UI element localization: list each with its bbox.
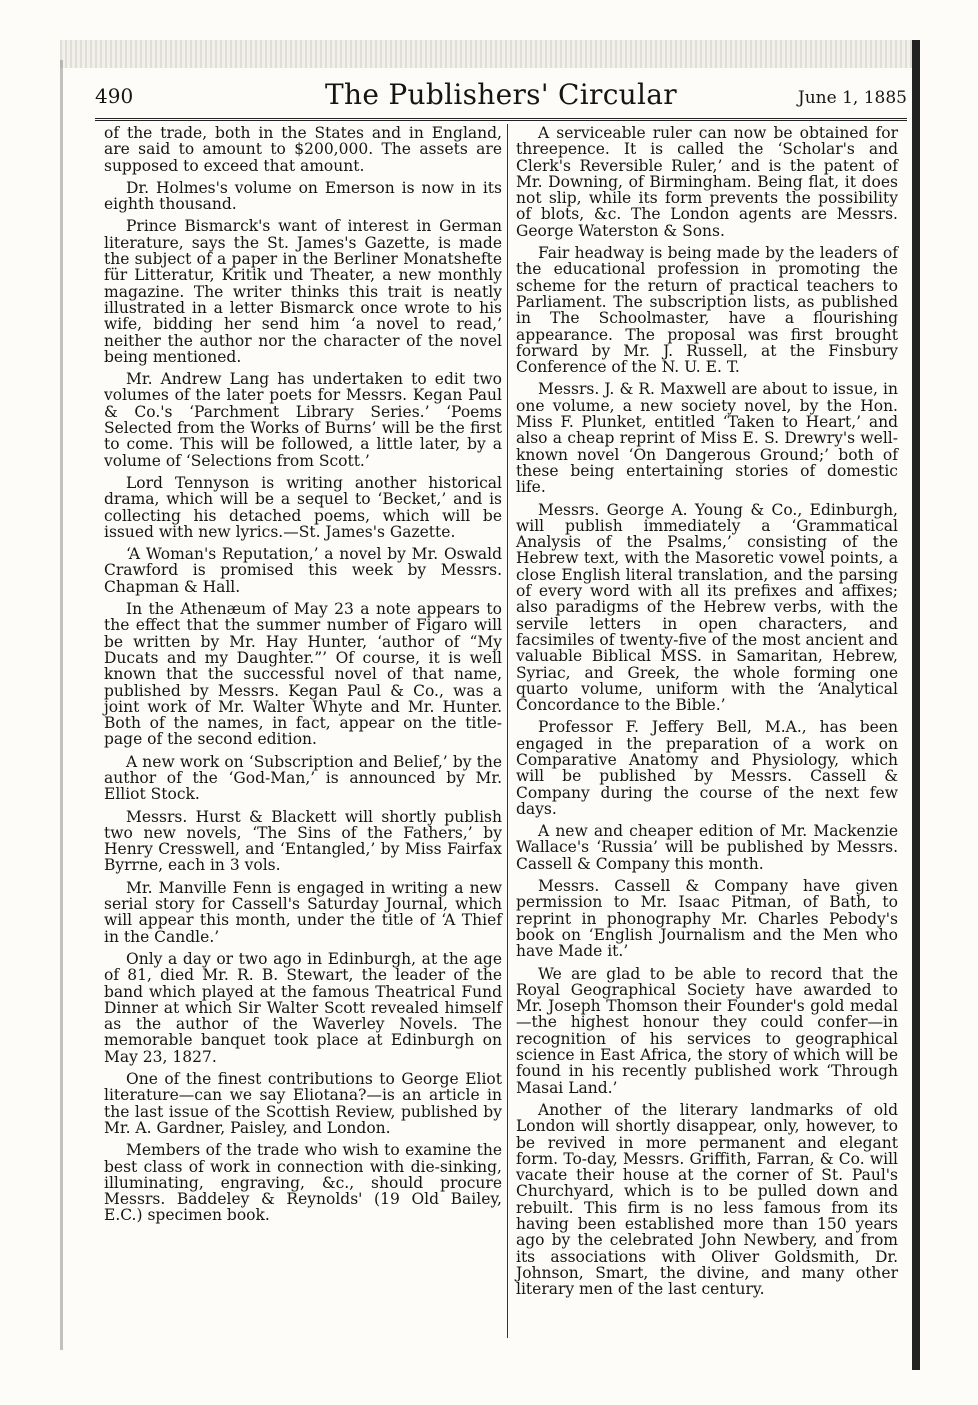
paragraph: We are glad to be able to record that the Royal Geographical Society have awarded to Mr. Joseph Thomson their Founder's gold medal—the highest honour they could confer—in recognition of his services to geographical science in East Africa, the story of which will be found in his recently published work ‘Through Masai Land.’ [516,964,898,1097]
paragraph: Professor F. Jeffery Bell, M.A., has been engaged in the preparation of a work on Comparative Anatomy and Physiology, which will be published by Messrs. Cassell & Company during the course of the next few days. [516,718,898,818]
header-rule [95,118,907,121]
paragraph: Messrs. George A. Young & Co., Edinburgh, will publish immediately a ‘Grammatical Analysis of the Psalms,’ consisting of the Hebrew text, with the Masoretic vowel points, a close English literal translation, and the parsing of every word with all its prefixes and affixes; also paradigms of the Hebrew verbs, with the servile letters in open characters, and facsimiles of twenty-five of the most ancient and valuable Biblical MSS. in Samaritan, Hebrew, Syriac, and Greek, the whole forming one quarto volume, uniform with the ‘Analytical Concordance to the Bible.’ [516,500,898,715]
issue-date: June 1, 1885 [797,88,907,108]
top-page-edge [60,40,920,68]
publication-title: The Publishers' Circular [325,78,677,111]
paragraph: Only a day or two ago in Edinburgh, at the age of 81, died Mr. R. B. Stewart, the leader of the band which played at the famous Theatrical Fund Dinner at which Sir Walter Scott revealed himself as the author of the Waverley Novels. The memorable banquet took place at Edinburgh on May 23, 1827. [104,949,502,1066]
paragraph: A serviceable ruler can now be obtained for threepence. It is called the ‘Scholar's and Clerk's Reversible Ruler,’ and is the patent of Mr. Downing, of Birmingham. Being flat, it does not slip, while its form prevents the possibility of blots, &c. The London agents are Messrs. George Waterston & Sons. [516,124,898,240]
right-page-edge [912,40,920,1370]
paragraph: Mr. Manville Fenn is engaged in writing a new serial story for Cassell's Saturday Journal, which will appear this month, under the title of ‘A Thief in the Candle.’ [104,878,502,946]
paragraph: Members of the trade who wish to examine the best class of work in connection with die-sinking, illuminating, engraving, &c., should procure Messrs. Baddeley & Reynolds' (19 Old Bailey, E.C.) specimen book. [104,1141,502,1225]
paragraph: Messrs. Cassell & Company have given permission to Mr. Isaac Pitman, of Bath, to reprint in phonography Mr. Charles Pebody's book on ‘English Journalism and the Men who have Made it.’ [516,877,898,961]
paragraph: Prince Bismarck's want of interest in German literature, says the St. James's Gazette, is made the subject of a paper in the Berliner Monatshefte für Litteratur, Kritik und Theater, a new monthly magazine. The writer thinks this trait is neatly illustrated in a letter Bismarck once wrote to his wife, bidding her send him ‘a novel to read,’ neither the author nor the character of the novel being mentioned. [104,217,502,366]
paragraph: Another of the literary landmarks of old London will shortly disappear, only, however, to be revived in more permanent and elegant form. To-day, Messrs. Griffith, Farran, & Co. will vacate their house at the corner of St. Paul's Churchyard, which is to be pulled down and rebuilt. This firm is no less famous from its having been established more than 150 years ago by the celebrated John Newbery, and from its associations with Oliver Goldsmith, Dr. Johnson, Smart, the divine, and many other literary men of the last century. [516,1100,898,1299]
paragraph: Fair headway is being made by the leaders of the educational profession in promoting the scheme for the return of practical teachers to Parliament. The subscription lists, as published in The Schoolmaster, have a flourishing appearance. The proposal was first brought forward by Mr. J. Russell, at the Finsbury Conference of the N. U. E. T. [516,244,898,377]
left-column [104,125,502,1230]
paragraph: Messrs. Hurst & Blackett will shortly publish two new novels, ‘The Sins of the Fathers,’ by Henry Cresswell, and ‘Entangled,’ by Miss Fairfax Byrrne, each in 3 vols. [104,807,502,875]
paragraph: of the trade, both in the States and in England, are said to amount to $200,000. The assets are supposed to exceed that amount. [104,124,502,175]
paragraph: Lord Tennyson is writing another historical drama, which will be a sequel to ‘Becket,’ and is collecting his detached poems, which will be issued with new lyrics.—St. James's Gazette. [104,473,502,541]
page-header [95,78,907,118]
column-divider [507,124,508,1338]
paragraph: In the Athenæum of May 23 a note appears to the effect that the summer number of Figaro will be written by Mr. Hay Hunter, ‘author of “My Ducats and my Daughter.”’ Of course, it is well known that the successful novel of that name, published by Messrs. Kegan Paul & Co., was a joint work of Mr. Walter Whyte and Mr. Hunter. Both of the names, in fact, appear on the title-page of the second edition. [104,600,502,749]
paragraph: ‘A Woman's Reputation,’ a novel by Mr. Oswald Crawford is promised this week by Messrs. Chapman & Hall. [104,545,502,596]
paragraph: A new and cheaper edition of Mr. Mackenzie Wallace's ‘Russia’ will be published by Messrs. Cassell & Company this month. [516,822,898,873]
paragraph: A new work on ‘Subscription and Belief,’ by the author of the ‘God-Man,’ is announced by Mr. Elliot Stock. [104,752,502,804]
page-number: 490 [95,84,134,108]
paragraph: Messrs. J. & R. Maxwell are about to issue, in one volume, a new society novel, by the Hon. Miss F. Plunket, entitled ‘Taken to Heart,’ and also a cheap reprint of Miss E. S. Drewry's well-known novel ‘On Dangerous Ground;’ both of these being entertaining stories of domestic life. [516,380,898,497]
left-page-edge [60,60,63,1350]
right-column [516,125,898,1303]
paragraph: Dr. Holmes's volume on Emerson is now in its eighth thousand. [104,178,502,214]
paragraph: One of the finest contributions to George Eliot literature—can we say Eliotana?—is an article in the last issue of the Scottish Review, published by Mr. A. Gardner, Paisley, and London. [104,1070,502,1137]
paragraph: Mr. Andrew Lang has undertaken to edit two volumes of the later poets for Messrs. Kegan Paul & Co.'s ‘Parchment Library Series.’ ‘Poems Selected from the Works of Burns’ will be the first to come. This will be followed, a little later, by a volume of ‘Selections from Scott.’ [104,370,502,470]
